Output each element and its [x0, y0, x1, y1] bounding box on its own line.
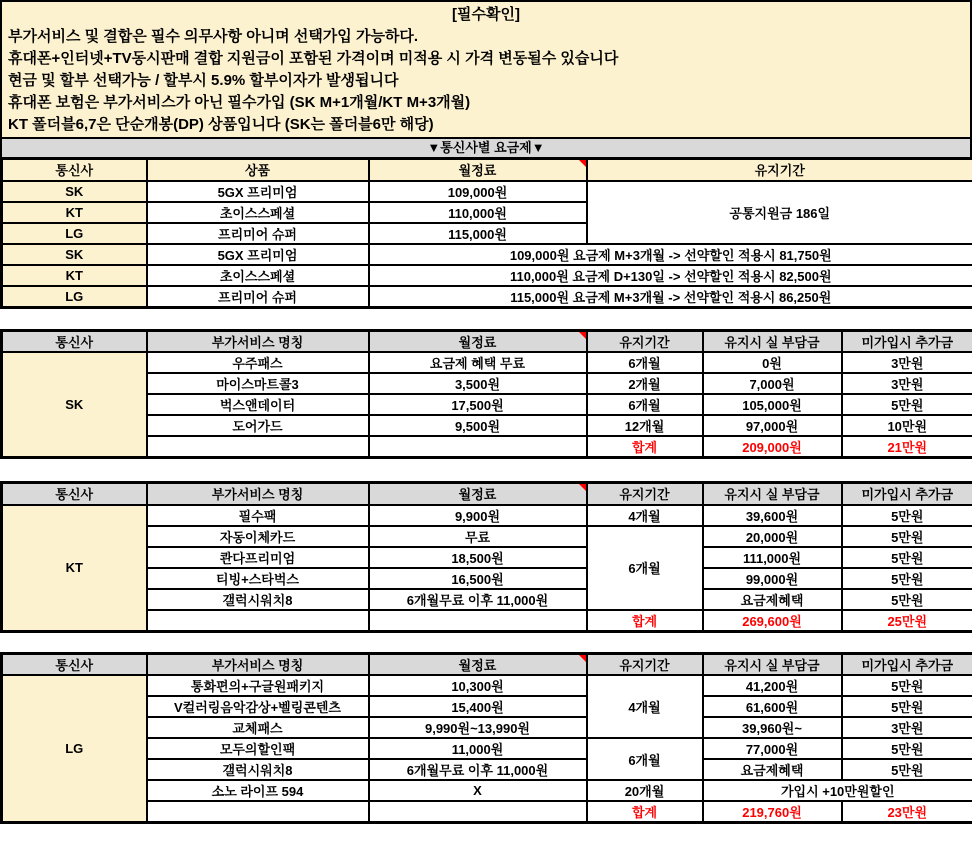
empty-cell	[369, 436, 587, 458]
table-row	[2, 738, 972, 759]
actual-cost-cell: 0원	[703, 352, 842, 373]
actual-cost-cell: 111,000원	[703, 547, 842, 568]
actual-cost-cell: 요금제혜택	[703, 589, 842, 610]
period-cell: 20개월	[587, 780, 703, 801]
spacer	[0, 459, 972, 481]
comment-indicator-icon	[579, 332, 586, 339]
comment-indicator-icon	[579, 160, 586, 167]
addon-header-row	[2, 483, 972, 505]
product-cell: 5GX 프리미엄	[147, 244, 369, 265]
period-cell: 4개월	[587, 675, 703, 738]
fee-cell: 115,000원	[369, 223, 587, 244]
fee-cell: 6개월무료 이후 11,000원	[369, 759, 587, 780]
notice-box	[0, 0, 972, 139]
total-actual-cell: 219,760원	[703, 801, 842, 823]
table-row	[2, 717, 972, 738]
product-cell: 프리미어 슈퍼	[147, 286, 369, 308]
total-label-cell: 합계	[587, 610, 703, 632]
fee-cell: 9,500원	[369, 415, 587, 436]
service-name-cell: 도어가드	[147, 415, 369, 436]
actual-cost-cell: 77,000원	[703, 738, 842, 759]
service-name-cell: 모두의할인팩	[147, 738, 369, 759]
extra-cost-cell: 3만원	[842, 373, 972, 394]
extra-cost-cell: 3만원	[842, 352, 972, 373]
header-maintain-period: 유지기간	[587, 330, 703, 352]
carrier-cell: LG	[2, 286, 147, 308]
actual-cost-cell: 39,600원	[703, 505, 842, 526]
fee-cell: 9,900원	[369, 505, 587, 526]
actual-cost-cell: 99,000원	[703, 568, 842, 589]
table-row	[2, 568, 972, 589]
fee-cell: 109,000원	[369, 181, 587, 202]
actual-cost-cell: 41,200원	[703, 675, 842, 696]
header-monthly-fee-label: 월정료	[458, 163, 497, 179]
carrier-cell: KT	[2, 265, 147, 286]
section-banner: ▼통신사별 요금제▼	[0, 139, 972, 157]
extra-cost-cell: 5만원	[842, 547, 972, 568]
notice-title: [필수확인]	[452, 6, 520, 23]
carrier-cell: SK	[2, 181, 147, 202]
comment-indicator-icon	[579, 655, 586, 662]
header-extra-cost: 미가입시 추가금	[842, 653, 972, 675]
carrier-cell: KT	[2, 202, 147, 223]
extra-cost-cell: 5만원	[842, 526, 972, 547]
table-row	[2, 415, 972, 436]
service-name-cell: V컬러링음악감상+벨링콘텐츠	[147, 696, 369, 717]
period-cell: 4개월	[587, 505, 703, 526]
period-cell: 12개월	[587, 415, 703, 436]
period-cell: 6개월	[587, 352, 703, 373]
notice-line: 현금 및 할부 선택가능 / 할부시 5.9% 할부이자가 발생됩니다	[8, 72, 399, 89]
service-name-cell: 교체패스	[147, 717, 369, 738]
comment-indicator-icon	[579, 484, 586, 491]
total-actual-cell: 209,000원	[703, 436, 842, 458]
service-name-cell: 자동이체카드	[147, 526, 369, 547]
header-service-name: 부가서비스 명칭	[147, 653, 369, 675]
fee-cell: 17,500원	[369, 394, 587, 415]
notice-line: 휴대폰+인터넷+TV동시판매 결합 지원금이 포함된 가격이며 미적용 시 가격 변동될수 있습니다	[8, 50, 619, 67]
plan-table-header-row	[2, 159, 972, 181]
service-name-cell: 콴다프리미엄	[147, 547, 369, 568]
plan-table	[0, 157, 972, 309]
product-cell: 5GX 프리미엄	[147, 181, 369, 202]
header-monthly-fee	[369, 330, 587, 352]
actual-cost-cell: 97,000원	[703, 415, 842, 436]
service-name-cell: 마이스마트콜3	[147, 373, 369, 394]
addon-header-row	[2, 330, 972, 352]
total-actual-cell: 269,600원	[703, 610, 842, 632]
extra-cost-cell: 5만원	[842, 589, 972, 610]
header-maintain-period: 유지기간	[587, 159, 972, 181]
actual-cost-cell: 20,000원	[703, 526, 842, 547]
table-row	[2, 181, 972, 202]
period-cell: 6개월	[587, 526, 703, 610]
total-row	[2, 610, 972, 632]
period-cell: 2개월	[587, 373, 703, 394]
extra-cost-cell: 10만원	[842, 415, 972, 436]
notice-line: 휴대폰 보험은 부가서비스가 아닌 필수가입 (SK M+1개월/KT M+3개월)	[8, 94, 471, 111]
maintain-note-cell: 공통지원금 186일	[587, 181, 972, 244]
header-extra-cost: 미가입시 추가금	[842, 483, 972, 505]
header-carrier: 통신사	[2, 483, 147, 505]
period-cell: 6개월	[587, 394, 703, 415]
addon-header-row	[2, 653, 972, 675]
service-name-cell: 벅스앤데이터	[147, 394, 369, 415]
actual-cost-cell: 61,600원	[703, 696, 842, 717]
header-monthly-fee-label: 월정료	[458, 487, 497, 503]
header-maintain-period: 유지기간	[587, 653, 703, 675]
table-row	[2, 265, 972, 286]
actual-cost-cell: 요금제혜택	[703, 759, 842, 780]
total-row	[2, 801, 972, 823]
table-row	[2, 526, 972, 547]
fee-cell: 11,000원	[369, 738, 587, 759]
lg-addon-table	[0, 652, 972, 825]
table-row	[2, 696, 972, 717]
extra-cost-cell: 3만원	[842, 717, 972, 738]
service-name-cell: 갤럭시워치8	[147, 589, 369, 610]
header-extra-cost: 미가입시 추가금	[842, 330, 972, 352]
table-row	[2, 394, 972, 415]
carrier-cell: SK	[2, 352, 147, 458]
table-row	[2, 286, 972, 308]
empty-cell	[369, 801, 587, 823]
empty-cell	[369, 610, 587, 632]
fee-cell: 18,500원	[369, 547, 587, 568]
extra-cost-cell: 5만원	[842, 759, 972, 780]
service-name-cell: 갤럭시워치8	[147, 759, 369, 780]
fee-cell: 6개월무료 이후 11,000원	[369, 589, 587, 610]
table-row	[2, 759, 972, 780]
table-row	[2, 675, 972, 696]
extra-cost-cell: 5만원	[842, 505, 972, 526]
header-carrier: 통신사	[2, 330, 147, 352]
actual-cost-cell: 7,000원	[703, 373, 842, 394]
carrier-cell: SK	[2, 244, 147, 265]
header-monthly-fee	[369, 653, 587, 675]
fee-cell: 3,500원	[369, 373, 587, 394]
header-maintain-period: 유지기간	[587, 483, 703, 505]
spacer	[0, 633, 972, 652]
service-name-cell: 소노 라이프 594	[147, 780, 369, 801]
total-row	[2, 436, 972, 458]
service-name-cell: 필수팩	[147, 505, 369, 526]
carrier-cell: KT	[2, 505, 147, 632]
carrier-cell: LG	[2, 675, 147, 823]
fee-cell: 9,990원~13,990원	[369, 717, 587, 738]
header-monthly-fee-label: 월정료	[458, 657, 497, 673]
total-extra-cell: 21만원	[842, 436, 972, 458]
total-extra-cell: 23만원	[842, 801, 972, 823]
empty-cell	[147, 610, 369, 632]
service-name-cell: 우주패스	[147, 352, 369, 373]
header-actual-cost: 유지시 실 부담금	[703, 483, 842, 505]
table-row	[2, 505, 972, 526]
kt-addon-table	[0, 481, 972, 633]
service-name-cell: 통화편의+구글원패키지	[147, 675, 369, 696]
fee-cell: 요금제 혜택 무료	[369, 352, 587, 373]
period-cell: 6개월	[587, 738, 703, 780]
extra-cost-cell: 5만원	[842, 696, 972, 717]
fee-cell: 110,000원	[369, 202, 587, 223]
header-monthly-fee	[369, 159, 587, 181]
table-row	[2, 780, 972, 801]
actual-cost-cell: 39,960원~	[703, 717, 842, 738]
header-carrier: 통신사	[2, 653, 147, 675]
header-carrier: 통신사	[2, 159, 147, 181]
fee-cell: 15,400원	[369, 696, 587, 717]
table-row	[2, 244, 972, 265]
discount-detail-cell: 109,000원 요금제 M+3개월 -> 선약할인 적용시 81,750원	[369, 244, 972, 265]
extra-cost-cell: 5만원	[842, 568, 972, 589]
fee-cell: 16,500원	[369, 568, 587, 589]
header-monthly-fee-label: 월정료	[458, 334, 497, 350]
table-row	[2, 373, 972, 394]
actual-cost-cell: 105,000원	[703, 394, 842, 415]
total-label-cell: 합계	[587, 801, 703, 823]
fee-cell: 10,300원	[369, 675, 587, 696]
header-monthly-fee	[369, 483, 587, 505]
table-row	[2, 547, 972, 568]
spacer	[0, 309, 972, 329]
empty-cell	[147, 436, 369, 458]
table-row	[2, 352, 972, 373]
product-cell: 초이스스페셜	[147, 265, 369, 286]
header-actual-cost: 유지시 실 부담금	[703, 330, 842, 352]
discount-detail-cell: 115,000원 요금제 M+3개월 -> 선약할인 적용시 86,250원	[369, 286, 972, 308]
table-row	[2, 589, 972, 610]
header-service-name: 부가서비스 명칭	[147, 330, 369, 352]
total-extra-cell: 25만원	[842, 610, 972, 632]
total-label-cell: 합계	[587, 436, 703, 458]
notice-line: 부가서비스 및 결합은 필수 의무사항 아니며 선택가입 가능하다.	[8, 28, 419, 45]
service-name-cell: 티빙+스타벅스	[147, 568, 369, 589]
extra-cost-cell: 5만원	[842, 738, 972, 759]
sk-addon-table	[0, 329, 972, 460]
discount-detail-cell: 110,000원 요금제 D+130일 -> 선약할인 적용시 82,500원	[369, 265, 972, 286]
benefit-cell: 가입시 +10만원할인	[703, 780, 972, 801]
carrier-cell: LG	[2, 223, 147, 244]
empty-cell	[147, 801, 369, 823]
product-cell: 프리미어 슈퍼	[147, 223, 369, 244]
header-service-name: 부가서비스 명칭	[147, 483, 369, 505]
extra-cost-cell: 5만원	[842, 394, 972, 415]
fee-cell: 무료	[369, 526, 587, 547]
product-cell: 초이스스페셜	[147, 202, 369, 223]
notice-line: KT 폴더블6,7은 단순개봉(DP) 상품입니다 (SK는 폴더블6만 해당)	[8, 116, 434, 133]
header-actual-cost: 유지시 실 부담금	[703, 653, 842, 675]
extra-cost-cell: 5만원	[842, 675, 972, 696]
header-product: 상품	[147, 159, 369, 181]
fee-cell: X	[369, 780, 587, 801]
